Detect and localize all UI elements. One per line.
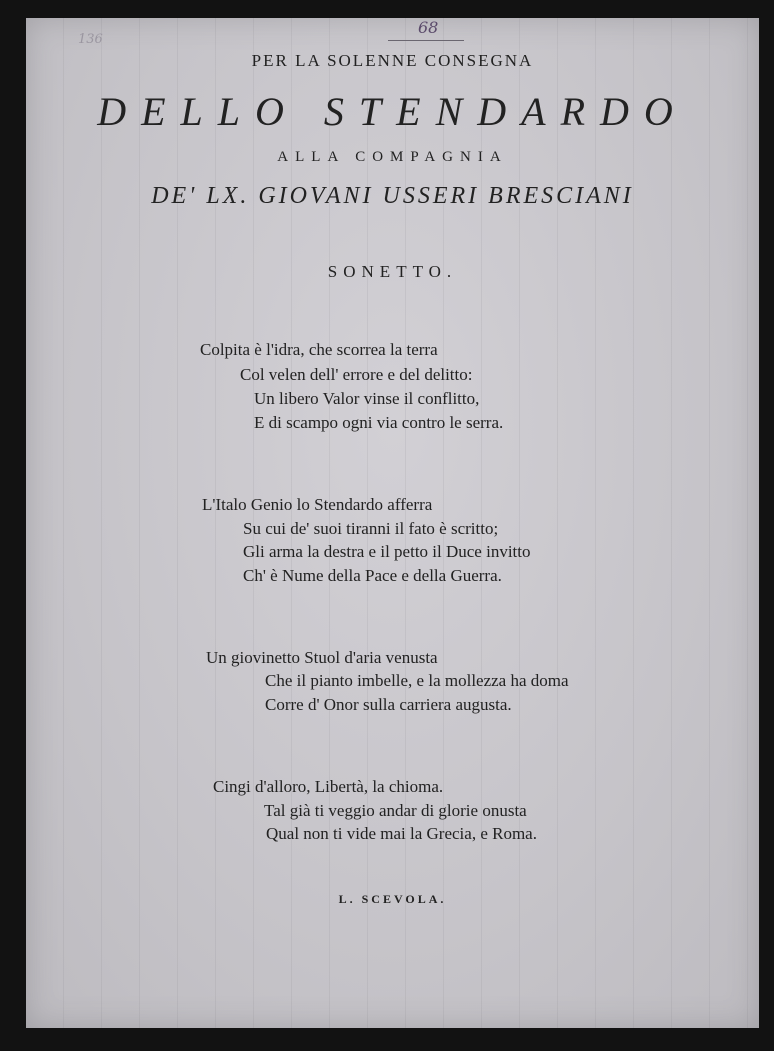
verse-line: Che il pianto imbelle, e la mollezza ha doma xyxy=(265,671,569,690)
verse-line: Un libero Valor vinse il conflitto, xyxy=(254,389,480,408)
verse-line: Cingi d'alloro, Libertà, la chioma. xyxy=(213,777,444,796)
verse-line: Gli arma la destra e il petto il Duce invitto xyxy=(243,542,531,561)
poem-subtitle: SONETTO. xyxy=(327,262,458,281)
verse-line: Qual non ti vide mai la Grecia, e Roma. xyxy=(266,824,537,843)
verse-line: Colpita è l'idra, che scorrea la terra xyxy=(200,340,438,359)
verse-line: Su cui de' suoi tiranni il fato è scritto; xyxy=(243,519,499,538)
title-line-1: PER LA SOLENNE CONSEGNA xyxy=(251,51,534,70)
verse-line: E di scampo ogni via contro le serra. xyxy=(254,413,504,432)
verse-line: Un giovinetto Stuol d'aria venusta xyxy=(206,648,438,667)
verse-line: L'Italo Genio lo Stendardo afferra xyxy=(202,495,433,514)
verse-line: Tal già ti veggio andar di glorie onusta xyxy=(264,801,527,820)
folio-mark: 68 xyxy=(418,18,439,37)
verse-line: Ch' è Nume della Pace e della Guerra. xyxy=(243,566,502,585)
verse-line: Col velen dell' errore e del delitto: xyxy=(240,365,473,384)
title-line-3: ALLA COMPAGNIA xyxy=(277,149,508,165)
document-sheet xyxy=(26,18,759,1028)
archive-number: 136 xyxy=(78,32,103,47)
title-line-2: DELLO STENDARDO xyxy=(97,89,688,134)
title-line-4: DE' LX. GIOVANI USSERI BRESCIANI xyxy=(151,183,634,209)
verse-line: Corre d' Onor sulla carriera augusta. xyxy=(265,695,512,714)
author-signature: L. SCEVOLA. xyxy=(338,892,447,906)
top-rule xyxy=(388,40,464,41)
